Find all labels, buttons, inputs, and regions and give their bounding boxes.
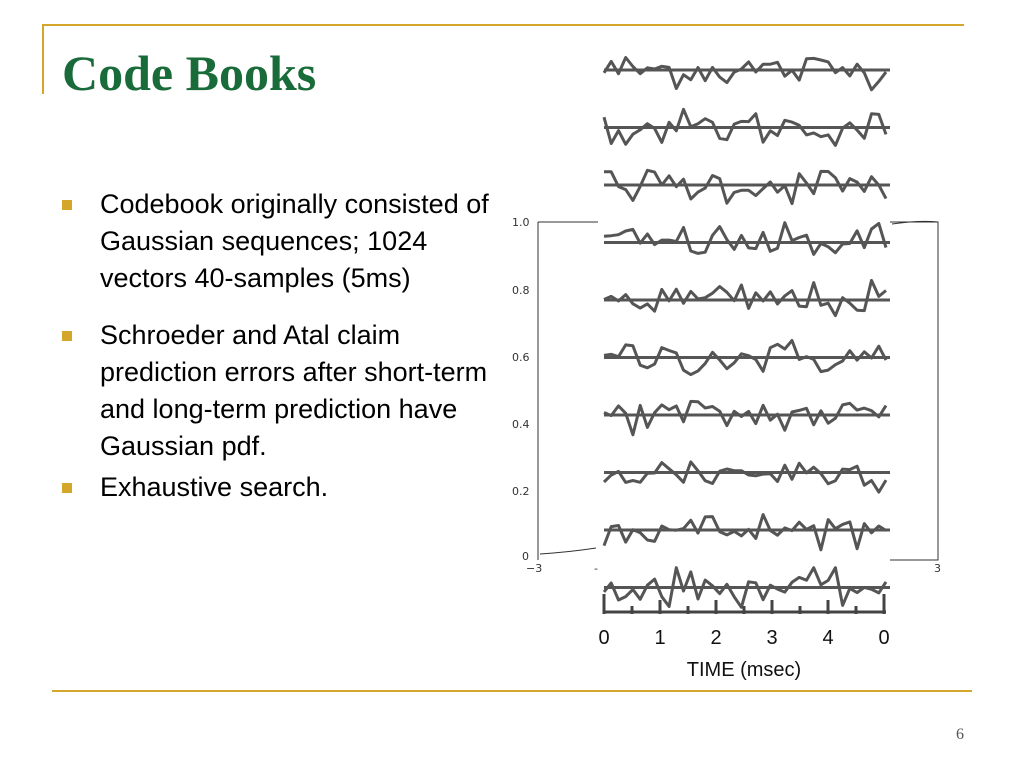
bg-y-tick: 0 — [522, 550, 529, 563]
gaussian-trace — [604, 223, 886, 255]
left-rule — [42, 24, 44, 94]
background-y-ticks — [512, 216, 941, 575]
gaussian-trace — [604, 58, 886, 90]
bullet-item — [62, 469, 490, 506]
bg-y-tick: 0.8 — [512, 284, 530, 297]
bullet-item — [62, 317, 490, 465]
bullet-text: Schroeder and Atal claim prediction errors after short-term and long-term prediction have Gaussian pdf. — [100, 320, 488, 461]
bullet-item — [62, 186, 490, 297]
x-tick-label: 1 — [654, 627, 666, 649]
gaussian-traces — [604, 58, 890, 608]
bullet-list — [62, 186, 490, 506]
gaussian-trace — [604, 170, 886, 203]
bg-y-tick: 0.6 — [512, 351, 530, 364]
top-rule — [42, 24, 964, 26]
gaussian-trace — [604, 515, 886, 550]
bg-y-tick: 1.0 — [512, 216, 530, 229]
bg-x-tick: −3 — [526, 562, 543, 575]
x-tick-label: 0 — [878, 627, 890, 649]
gaussian-trace — [604, 462, 886, 492]
square-bullet-icon — [62, 331, 72, 341]
background-graph-frame — [538, 222, 938, 560]
background-graph-curve — [540, 548, 596, 554]
time-axis-labels — [598, 627, 889, 681]
bullet-text: Exhaustive search. — [100, 472, 329, 502]
x-tick-label: 3 — [766, 627, 778, 649]
x-tick-label: 0 — [598, 627, 610, 649]
bg-x-tick: 3 — [934, 562, 941, 575]
bullet-text: Codebook originally consisted of Gaussian sequences; 1024 vectors 40-samples (5ms) — [100, 189, 489, 293]
slide-title: Code Books — [62, 45, 317, 101]
bg-y-tick: 0.2 — [512, 485, 530, 498]
gaussian-trace — [604, 401, 886, 434]
bg-y-tick: 0.4 — [512, 418, 530, 431]
bg-x-tick: - — [594, 562, 598, 575]
bottom-rule — [52, 690, 972, 692]
x-tick-label: 2 — [710, 627, 722, 649]
x-axis-title: TIME (msec) — [686, 659, 802, 681]
square-bullet-icon — [62, 483, 72, 493]
gaussian-trace — [604, 280, 886, 315]
x-tick-label: 4 — [822, 627, 834, 649]
square-bullet-icon — [62, 200, 72, 210]
background-graph — [538, 221, 938, 560]
page-number: 6 — [956, 726, 964, 743]
codebook-figure — [500, 36, 960, 686]
